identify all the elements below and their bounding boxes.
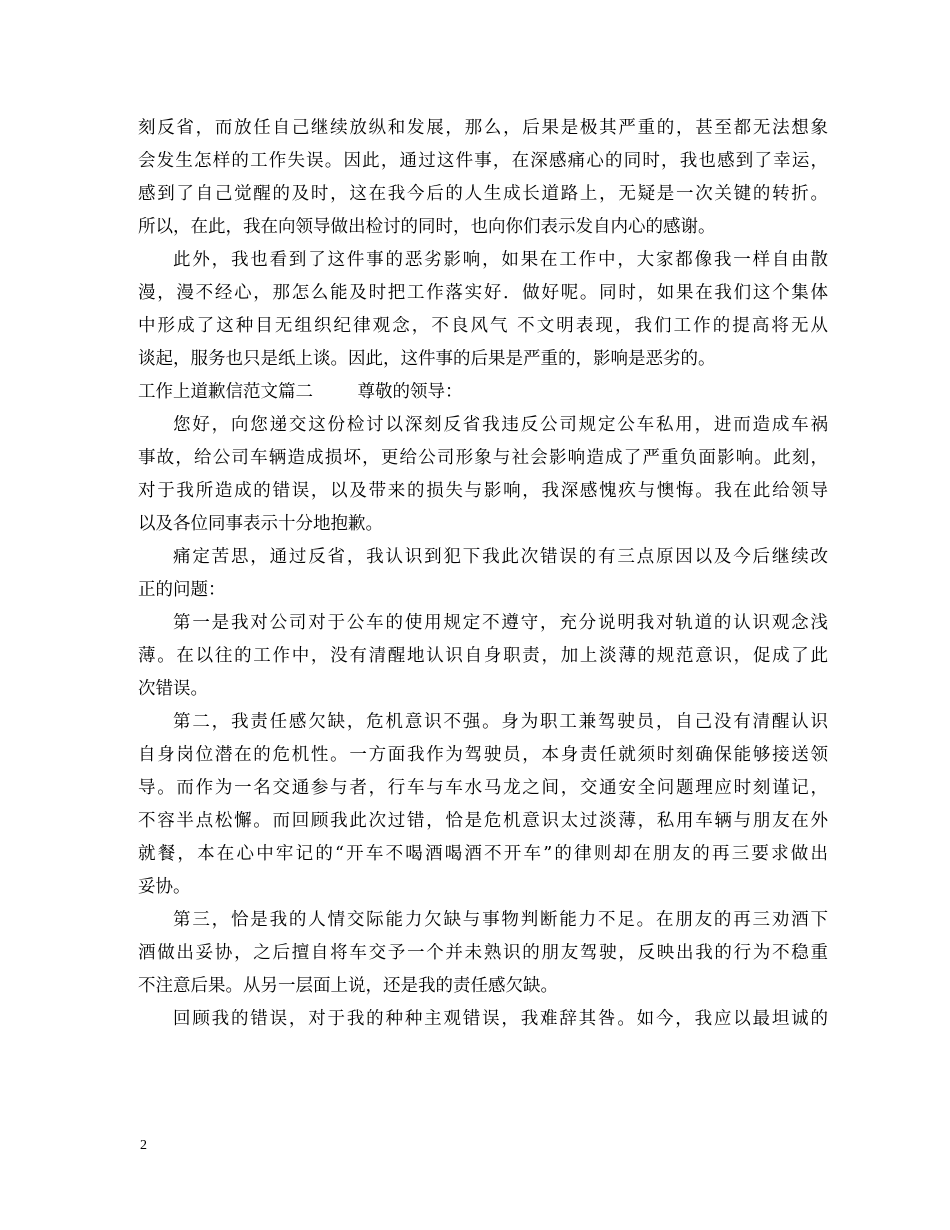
text-line: 妥协。 (138, 877, 191, 897)
text-line: 您好，向您递交这份检讨以深刻反省我违反公司规定公车私用，进而造成车祸 (173, 415, 828, 435)
text-line: 第二，我责任感欠缺，危机意识不强。身为职工兼驾驶员，自己没有清醒认识 (173, 712, 828, 732)
section-heading: 工作上道歉信范文篇二 尊敬的领导： (138, 382, 463, 402)
text-line: 正的问题： (138, 580, 226, 600)
text-line: 不容半点松懈。而回顾我此次过错，恰是危机意识太过淡薄，私用车辆与朋友在外 (138, 811, 828, 831)
text-line: 漫，漫不经心，那怎么能及时把工作落实好．做好呢。同时，如果在我们这个集体 (138, 283, 828, 303)
text-line: 以及各位同事表示十分地抱歉。 (138, 514, 383, 534)
text-line: 第三，恰是我的人情交际能力欠缺与事物判断能力不足。在朋友的再三劝酒下 (173, 910, 828, 930)
text-line: 感到了自己觉醒的及时，这在我今后的人生成长道路上，无疑是一次关键的转折。 (138, 184, 828, 204)
text-line: 导。而作为一名交通参与者，行车与车水马龙之间，交通安全问题理应时刻谨记， (138, 778, 828, 798)
text-line: 谈起，服务也只是纸上谈。因此，这件事的后果是严重的，影响是恶劣的。 (138, 349, 716, 369)
text-line: 第一是我对公司对于公车的使用规定不遵守，充分说明我对轨道的认识观念浅 (173, 613, 828, 633)
text-line: 回顾我的错误，对于我的种种主观错误，我难辞其咎。如今，我应以最坦诚的 (173, 1009, 828, 1029)
text-line: 中形成了这种目无组织纪律观念，不良风气 不文明表现，我们工作的提高将无从 (138, 316, 828, 336)
text-line: 就餐，本在心中牢记的“开车不喝酒喝酒不开车”的律则却在朋友的再三要求做出 (138, 844, 828, 864)
text-line: 事故，给公司车辆造成损坏，更给公司形象与社会影响造成了严重负面影响。此刻， (138, 448, 828, 468)
text-line: 会发生怎样的工作失误。因此，通过这件事，在深感痛心的同时，我也感到了幸运， (138, 151, 828, 171)
page-number: 2 (140, 1138, 147, 1153)
document-body (138, 112, 828, 1036)
text-line: 对于我所造成的错误，以及带来的损失与影响，我深感愧疚与懊悔。我在此给领导 (138, 481, 828, 501)
text-line: 自身岗位潜在的危机性。一方面我作为驾驶员，本身责任就须时刻确保能够接送领 (138, 745, 828, 765)
text-line: 痛定苦思，通过反省，我认识到犯下我此次错误的有三点原因以及今后继续改 (173, 547, 828, 567)
text-line: 薄。在以往的工作中，没有清醒地认识自身职责，加上淡薄的规范意识，促成了此 (138, 646, 828, 666)
text-line: 酒做出妥协，之后擅自将车交予一个并未熟识的朋友驾驶，反映出我的行为不稳重 (138, 943, 828, 963)
text-line: 不注意后果。从另一层面上说，还是我的责任感欠缺。 (138, 976, 558, 996)
text-line: 所以，在此，我在向领导做出检讨的同时，也向你们表示发自内心的感谢。 (138, 217, 716, 237)
text-line: 次错误。 (138, 679, 208, 699)
text-line: 刻反省，而放任自己继续放纵和发展，那么，后果是极其严重的，甚至都无法想象 (138, 118, 828, 138)
text-line: 此外，我也看到了这件事的恶劣影响，如果在工作中，大家都像我一样自由散 (173, 250, 828, 270)
